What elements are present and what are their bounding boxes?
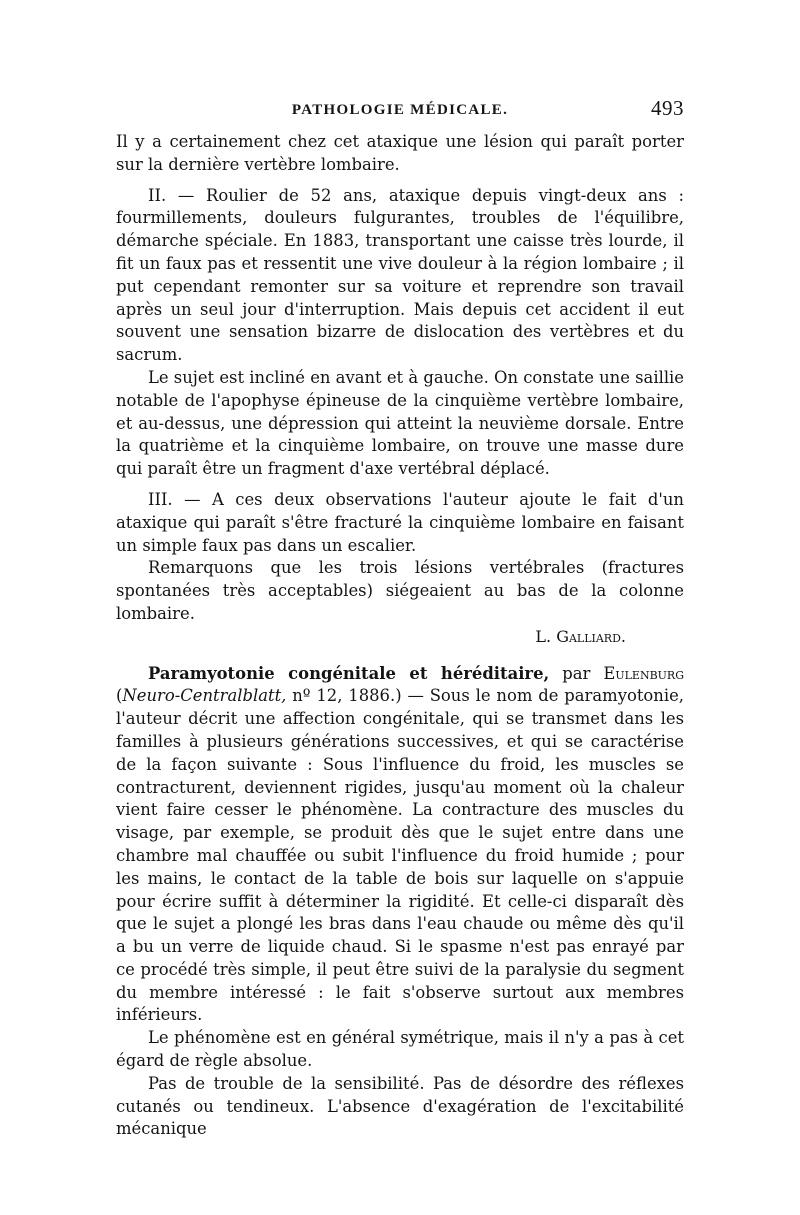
paragraph-observation-ii: II. — Roulier de 52 ans, ataxique depuis vingt-deux ans : fourmillements, douleurs fulgurantes, troubles de l'équilibre, démarche spéciale. En 1883, transportant une caisse très lourde, il fit un faux pas et ressentit une vive douleur à la région lombaire ; il put cependant remonter sur sa voiture et reprendre son travail après un seul jour d'interruption. Mais depuis cet accident il eut souvent une sensation bizarre de dislocation des vertèbres et du sacrum. xyxy=(116,185,684,365)
paragraph-sujet: Le sujet est incliné en avant et à gauche. On constate une saillie notable de l'apophyse épineuse de la cinquième vertèbre lombaire, et au-dessus, une dépression qui atteint la neuvième dorsale. Entre la quatrième et la cinquième lombaire, on trouve une masse dure qui paraît être un fragment d'axe vertébral déplacé. xyxy=(116,367,684,479)
paragraph-intro: Il y a certainement chez cet ataxique une lésion qui paraît porter sur la dernière vertèbre lombaire. xyxy=(116,132,684,174)
citation-open: ( xyxy=(116,686,123,706)
journal-name: Neuro-Centralblatt, xyxy=(122,686,287,706)
article-title: Paramyotonie congénitale et héréditaire, xyxy=(148,663,550,683)
article-body: nº 12, 1886.) — Sous le nom de paramyotonie, l'auteur décrit une affection congénitale, qui se transmet dans les familles à plusieurs générations successives, et qui se caractérise de la façon suivante : Sous l'influence du froid, les muscles se contracturent, deviennent rigides, jusqu'au moment où la chaleur vient faire cesser le phénomène. La contracture des muscles du visage, par exemple, se produit dès que le sujet entre dans une chambre mal chauffée ou subit l'influence du froid humide ; pour les mains, le contact de la table de bois sur laquelle on s'appuie pour écrire suffit à déterminer la rigidité. Et celle-ci disparaît dès que le sujet a plongé les bras dans l'eau chaude ou même dès qu'il a bu un verre de liquide chaud. Si le spasme n'est pas enrayé par ce procédé très simple, il peut être suivi de la paralysie du segment du membre intéressé : le fait s'observe surtout aux membres inférieurs. xyxy=(116,686,684,1025)
author-signature: L. Galliard. xyxy=(535,626,626,646)
article-author: Eulenburg xyxy=(603,663,684,683)
body-text xyxy=(116,131,684,1141)
paragraph-symetrique: Le phénomène est en général symétrique, mais il n'y a pas à cet égard de règle absolue. xyxy=(116,1028,684,1071)
paragraph-remarque: Remarquons que les trois lésions vertébrales (fractures spontanées très acceptables) siégeaient au bas de la colonne lombaire. xyxy=(116,558,684,623)
running-title: PATHOLOGIE MÉDICALE. xyxy=(291,102,509,118)
paragraph-sensibilite: Pas de trouble de la sensibilité. Pas de désordre des réflexes cutanés ou tendineux. L'absence d'exagération de l'excitabilité mécanique xyxy=(116,1073,684,1139)
paragraph-observation-iii: III. — A ces deux observations l'auteur ajoute le fait d'un ataxique qui paraît s'être fracturé la cinquième lombaire en faisant un simple faux pas dans un escalier. xyxy=(116,489,684,555)
paragraph-paramyotonie xyxy=(116,663,684,1028)
running-header xyxy=(116,96,684,126)
page-number: 493 xyxy=(651,96,684,120)
article-by: par xyxy=(549,663,604,683)
